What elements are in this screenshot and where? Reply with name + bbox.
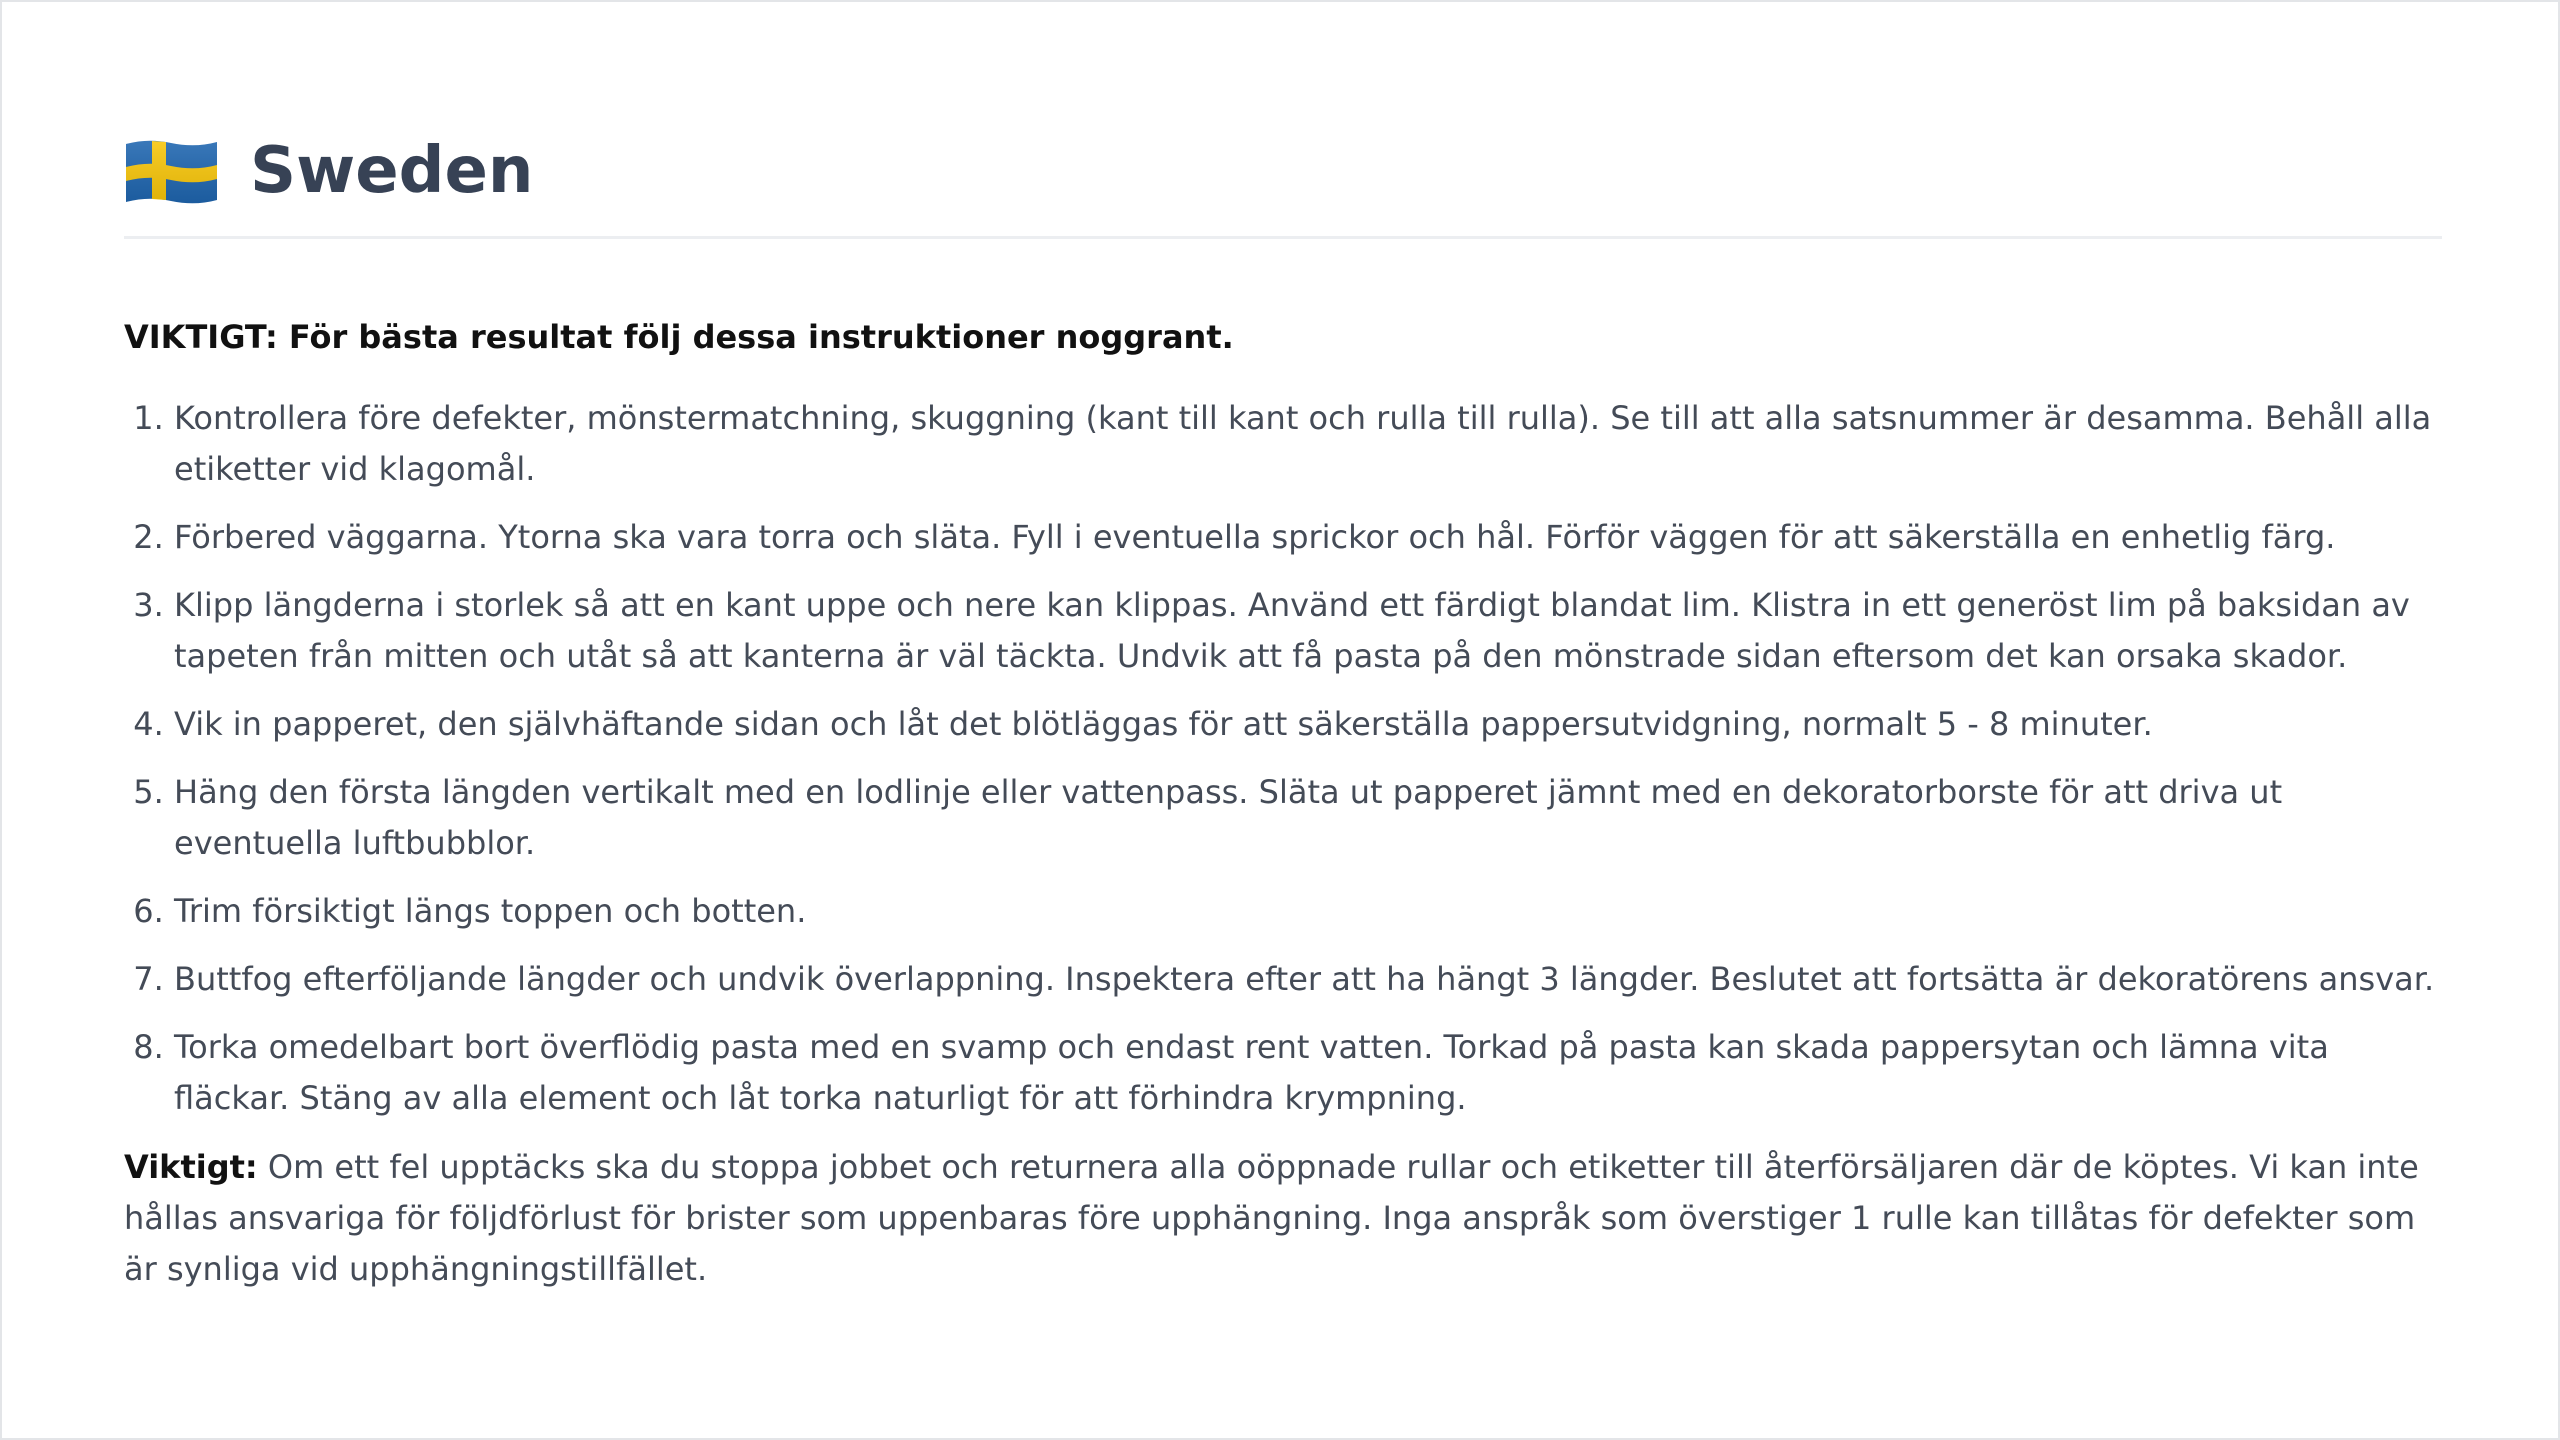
- page-header: [124, 122, 2442, 239]
- sweden-flag-icon: [124, 136, 219, 209]
- list-item: 6. Trim försiktigt längs toppen och botten.: [174, 886, 2442, 937]
- list-item: 3. Klipp längderna i storlek så att en kant uppe och nere kan klippas. Använd ett färdigt blandat lim. Klistra in ett generöst lim på baksidan av tapeten från mitten och utåt så att kanterna är väl täckta. Undvik att få pasta på den mönstrade sidan eftersom det kan orsaka skador.: [174, 580, 2442, 682]
- important-note-label: Viktigt:: [124, 1148, 258, 1186]
- page-title: Sweden: [250, 134, 534, 208]
- list-item: 5. Häng den första längden vertikalt med en lodlinje eller vattenpass. Släta ut papperet jämnt med en dekoratorborste för att driva ut eventuella luftbubblor.: [174, 767, 2442, 869]
- important-note-text: Om ett fel upptäcks ska du stoppa jobbet och returnera alla oöppnade rullar och etiketter till återförsäljaren där de köptes. Vi kan inte hållas ansvariga för följdförlust för brister som uppenbaras före upphängning. Inga anspråk som överstiger 1 rulle kan tillåtas för defekter som är synliga vid upphängningstillfället.: [124, 1148, 2419, 1288]
- intro-heading: VIKTIGT: För bästa resultat följ dessa instruktioner noggrant.: [124, 318, 1234, 356]
- list-item: 4. Vik in papperet, den självhäftande sidan och låt det blötläggas för att säkerställa pappersutvidgning, normalt 5 - 8 minuter.: [174, 699, 2442, 750]
- list-item: 7. Buttfog efterföljande längder och undvik överlappning. Inspektera efter att ha hängt 3 längder. Beslutet att fortsätta är dekoratörens ansvar.: [174, 954, 2442, 1005]
- list-item: 1. Kontrollera före defekter, mönstermatchning, skuggning (kant till kant och rulla till rulla). Se till att alla satsnummer är desamma. Behåll alla etiketter vid klagomål.: [174, 393, 2442, 495]
- important-note: [124, 1142, 2442, 1295]
- content-area: [124, 122, 2442, 1327]
- instruction-steps-list: [124, 393, 2442, 1124]
- list-item: 8. Torka omedelbart bort överflödig pasta med en svamp och endast rent vatten. Torkad på pasta kan skada pappersytan och lämna vita fläckar. Stäng av alla element och låt torka naturligt för att förhindra krympning.: [174, 1022, 2442, 1124]
- list-item: 2. Förbered väggarna. Ytorna ska vara torra och släta. Fyll i eventuella sprickor och hål. Förför väggen för att säkerställa en enhetlig färg.: [174, 512, 2442, 563]
